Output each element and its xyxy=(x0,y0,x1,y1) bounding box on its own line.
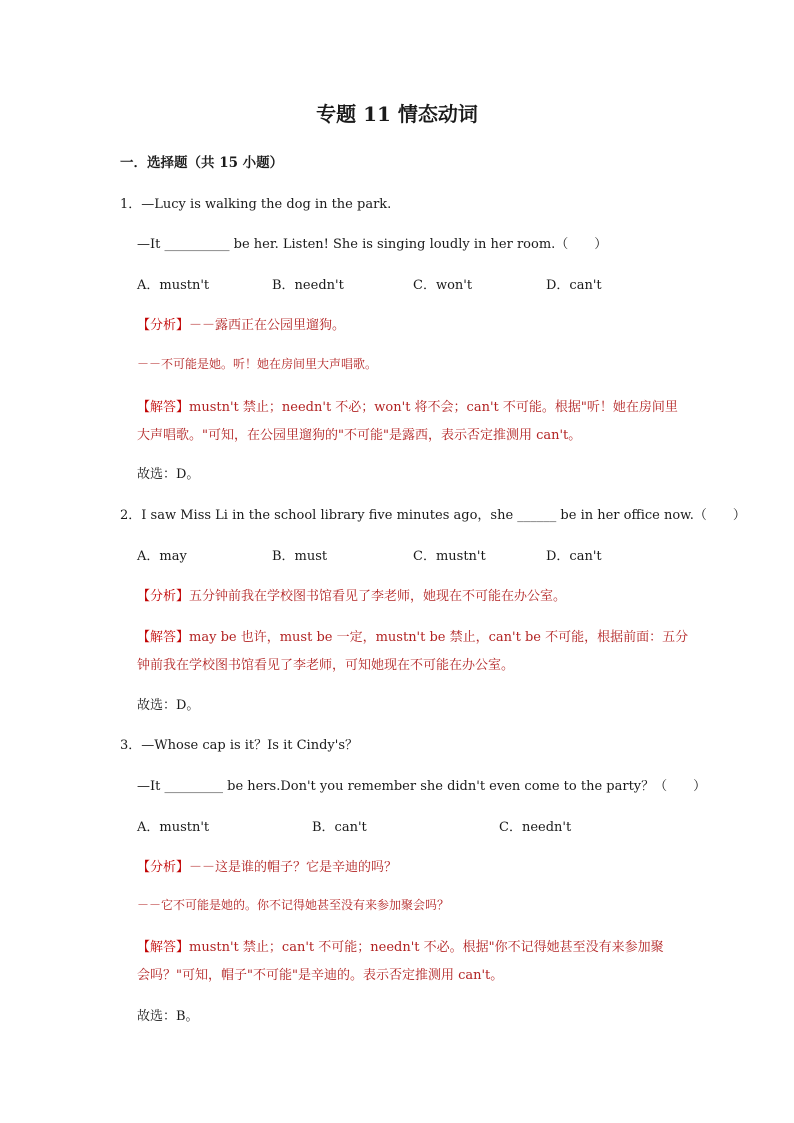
question-3-stem-line-1: 3．—Whose cap is it？Is it Cindy's？ xyxy=(120,738,358,753)
question-1-option-d[interactable]: D．can't xyxy=(546,278,602,293)
analysis-tag: 【分析】 xyxy=(137,318,190,333)
question-3-option-b[interactable]: B．can't xyxy=(312,820,367,835)
question-1-option-a[interactable]: A．mustn't xyxy=(137,278,210,293)
analysis-text: －－露西正在公园里遛狗。 xyxy=(189,318,346,333)
question-2-choice: 故选：D。 xyxy=(137,698,200,713)
answer-text: mustn't 禁止；needn't 不必；won't 将不会；can't 不可能。根据"听！她在房间里 xyxy=(189,400,678,415)
analysis-tag: 【分析】 xyxy=(137,589,190,604)
answer-text: may be 也许，must be 一定，mustn't be 禁止，can't be 不可能，根据前面：五分 xyxy=(189,630,689,645)
question-2-stem: 2．I saw Miss Li in the school library five minutes ago，she ______ be in her office now.（ ） xyxy=(120,508,746,523)
question-3-analysis xyxy=(137,856,397,875)
question-3-option-c[interactable]: C．needn't xyxy=(499,820,572,835)
page-title: 专题 11 情态动词 xyxy=(316,102,478,126)
question-1-analysis-line-2: －－不可能是她。听！她在房间里大声唱歌。 xyxy=(137,357,378,371)
question-2-option-b[interactable]: B．must xyxy=(272,549,328,564)
question-3-stem-line-2: —It _________ be hers.Don't you remember she didn't even come to the party？（ ） xyxy=(137,779,707,794)
question-3-option-a[interactable]: A．mustn't xyxy=(137,820,210,835)
analysis-text: 五分钟前我在学校图书馆看见了李老师，她现在不可能在办公室。 xyxy=(189,589,567,604)
question-1-choice: 故选：D。 xyxy=(137,467,200,482)
question-1-option-b[interactable]: B．needn't xyxy=(272,278,344,293)
question-2-answer-line-2: 钟前我在学校图书馆看见了李老师，可知她现在不可能在办公室。 xyxy=(137,658,515,673)
analysis-tag: 【分析】 xyxy=(137,860,190,875)
question-1-stem-line-2: —It __________ be her. Listen! She is singing loudly in her room.（ ） xyxy=(137,237,608,252)
analysis-text: －－这是谁的帽子？它是辛迪的吗？ xyxy=(189,860,398,875)
answer-tag: 【解答】 xyxy=(137,940,190,955)
question-2-option-d[interactable]: D．can't xyxy=(546,549,602,564)
question-1-answer-line-1 xyxy=(137,396,678,415)
question-2-analysis xyxy=(137,585,566,604)
answer-text: mustn't 禁止；can't 不可能；needn't 不必。根据"你不记得她甚至没有来参加聚 xyxy=(189,940,664,955)
question-3-answer-line-2: 会吗？"可知，帽子"不可能"是辛迪的。表示否定推测用 can't。 xyxy=(137,968,504,983)
question-2-option-a[interactable]: A．may xyxy=(137,549,187,564)
question-3-answer-line-1 xyxy=(137,936,664,955)
question-3-analysis-line-2: －－它不可能是她的。你不记得她甚至没有来参加聚会吗？ xyxy=(137,898,450,912)
section-heading: 一．选择题（共 15 小题） xyxy=(120,155,284,171)
question-1-answer-line-2: 大声唱歌。"可知，在公园里遛狗的"不可能"是露西，表示否定推测用 can't。 xyxy=(137,428,582,443)
question-1-option-c[interactable]: C．won't xyxy=(413,278,473,293)
question-2-option-c[interactable]: C．mustn't xyxy=(413,549,486,564)
question-1-stem-line-1: 1．—Lucy is walking the dog in the park. xyxy=(120,197,392,212)
question-2-answer-line-1 xyxy=(137,626,688,645)
answer-tag: 【解答】 xyxy=(137,630,190,645)
question-3-choice: 故选：B。 xyxy=(137,1009,199,1024)
question-1-analysis xyxy=(137,314,345,333)
answer-tag: 【解答】 xyxy=(137,400,190,415)
